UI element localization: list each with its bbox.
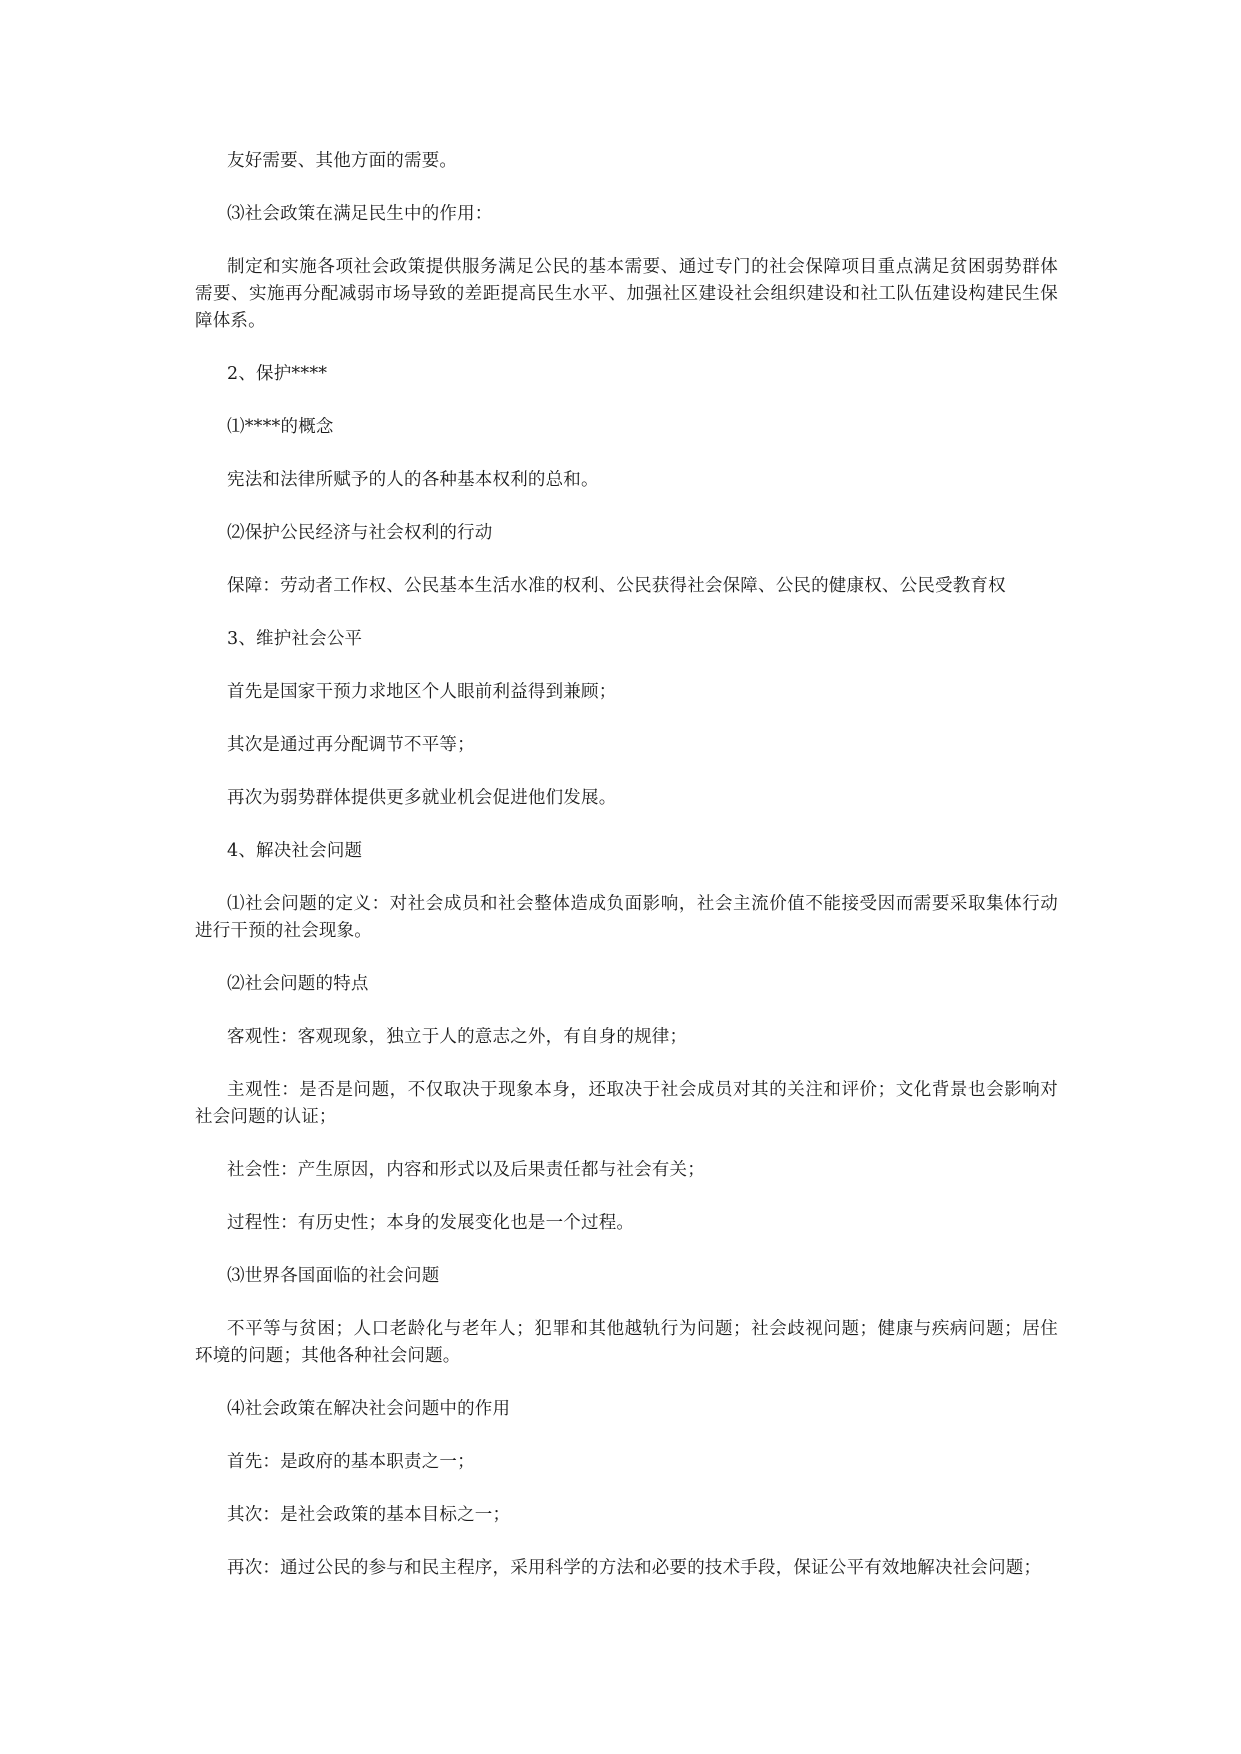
paragraph: 主观性：是否是问题，不仅取决于现象本身，还取决于社会成员对其的关注和评价；文化背景也会影响对社会问题的认证； bbox=[195, 1080, 1058, 1127]
paragraph: 宪法和法律所赋予的人的各种基本权利的总和。 bbox=[227, 470, 599, 490]
section-heading: 2、保护**** bbox=[227, 364, 328, 384]
section-heading: 4、解决社会问题 bbox=[227, 841, 363, 861]
paragraph: 其次是通过再分配调节不平等； bbox=[227, 735, 475, 755]
paragraph: 友好需要、其他方面的需要。 bbox=[227, 151, 458, 171]
document-body bbox=[195, 148, 1058, 1582]
paragraph: ⑵保护公民经济与社会权利的行动 bbox=[227, 523, 493, 543]
paragraph: 其次：是社会政策的基本目标之一； bbox=[227, 1505, 511, 1525]
paragraph: ⑶世界各国面临的社会问题 bbox=[227, 1266, 440, 1286]
paragraph: 再次为弱势群体提供更多就业机会促进他们发展。 bbox=[227, 788, 617, 808]
section-heading: 3、维护社会公平 bbox=[227, 629, 363, 649]
paragraph: 客观性：客观现象，独立于人的意志之外，有自身的规律； bbox=[227, 1027, 688, 1047]
paragraph: 过程性：有历史性；本身的发展变化也是一个过程。 bbox=[227, 1213, 635, 1233]
paragraph: 制定和实施各项社会政策提供服务满足公民的基本需要、通过专门的社会保障项目重点满足贫困弱势群体需要、实施再分配减弱市场导致的差距提高民生水平、加强社区建设社会组织建设和社工队伍建设构建民生保障体系。 bbox=[195, 257, 1058, 331]
paragraph: 不平等与贫困；人口老龄化与老年人；犯罪和其他越轨行为问题；社会歧视问题；健康与疾病问题；居住环境的问题；其他各种社会问题。 bbox=[195, 1319, 1058, 1366]
paragraph: ⑴****的概念 bbox=[227, 417, 334, 437]
paragraph: 保障：劳动者工作权、公民基本生活水准的权利、公民获得社会保障、公民的健康权、公民受教育权 bbox=[227, 576, 1006, 596]
paragraph: 社会性：产生原因，内容和形式以及后果责任都与社会有关； bbox=[227, 1160, 705, 1180]
paragraph: ⑷社会政策在解决社会问题中的作用 bbox=[227, 1399, 511, 1419]
paragraph: 首先是国家干预力求地区个人眼前利益得到兼顾； bbox=[227, 682, 617, 702]
paragraph: ⑶社会政策在满足民生中的作用： bbox=[227, 204, 493, 224]
paragraph: 再次：通过公民的参与和民主程序，采用科学的方法和必要的技术手段，保证公平有效地解决社会问题； bbox=[227, 1558, 1042, 1578]
paragraph: ⑵社会问题的特点 bbox=[227, 974, 369, 994]
paragraph: ⑴社会问题的定义：对社会成员和社会整体造成负面影响，社会主流价值不能接受因而需要采取集体行动进行干预的社会现象。 bbox=[195, 894, 1058, 941]
paragraph: 首先：是政府的基本职责之一； bbox=[227, 1452, 475, 1472]
